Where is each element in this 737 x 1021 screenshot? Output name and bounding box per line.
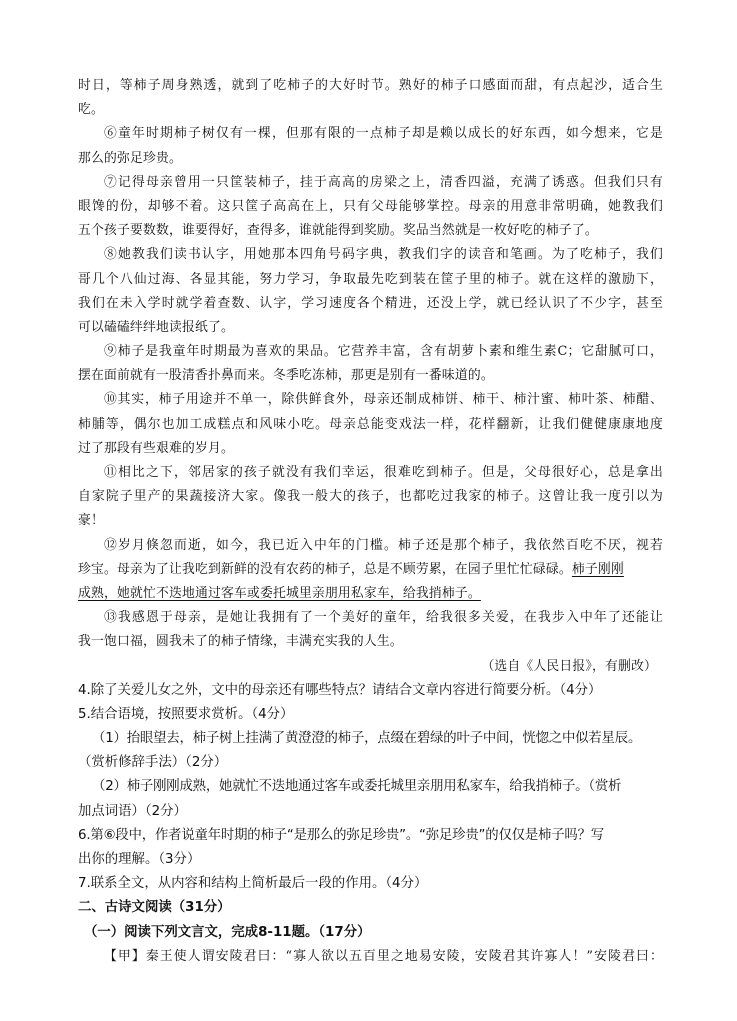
question-6: 6.第⑥段中，作者说童年时期的柿子“是那么的弥足珍贵”。“弥足珍贵”的仅仅是柿子吗？写 [78, 827, 604, 843]
paragraph-12-text: 珍宝。母亲为了让我吃到新鲜的没有农药的柿子，总是不顾劳累，在园子里忙忙碌碌。 [78, 561, 572, 577]
question-5: 5.结合语境，按照要求赏析。（4分） [78, 706, 294, 722]
source-citation: （选自《人民日报》，有删改） [481, 658, 657, 674]
paragraph-10-line: 柿脯等，偶尔也加工成糕点和风味小吃。母亲总能变戏法一样，花样翻新，让我们健健康康地度 [78, 416, 663, 432]
section-heading: 二、古诗文阅读（31分） [78, 900, 231, 916]
paragraph-8-line: ⑧她教我们读书认字，用她那本四角号码字典，教我们字的读音和笔画。为了吃柿子，我们 [104, 247, 663, 263]
paragraph-6-line: 那么的弥足珍贵。 [78, 150, 182, 166]
question-5-part-2: 加点词语）（2分） [78, 803, 187, 819]
text-line: 时日，等柿子周身熟透，就到了吃柿子的大好时节。熟好的柿子口感面而甜，有点起沙，适合生 [78, 78, 663, 93]
paragraph-12-line: ⑫岁月倏忽而逝，如今，我已近入中年的门槛。柿子还是那个柿子，我依然百吃不厌，视若 [104, 537, 663, 553]
question-6: 出你的理解。（3分） [78, 852, 201, 867]
paragraph-7-line: 眼馋的份，却够不着。这只筐子高高在上，只有父母能够掌控。母亲的用意非常明确，她教我们 [78, 198, 663, 214]
paragraph-7-line: ⑦记得母亲曾用一只筐装柿子，挂于高高的房梁之上，清香四溢，充满了诱惑。但我们只有 [104, 174, 663, 190]
paragraph-11-line: ⑪相比之下，邻居家的孩子就没有我们幸运，很难吃到柿子。但是，父母很好心，总是拿出 [104, 465, 663, 480]
paragraph-8-line: 可以磕磕绊绊地读报纸了。 [78, 319, 234, 335]
paragraph-9-line: ⑨柿子是我童年时期最为喜欢的果品。它营养丰富，含有胡萝卜素和维生素C；它甜腻可口， [104, 344, 663, 360]
paragraph-10-line: 过了那段有些艰难的岁月。 [78, 440, 234, 456]
classical-text-line: 【甲】秦王使人谓安陵君曰：“寡人欲以五百里之地易安陵，安陵君其许寡人！”安陵君曰： [104, 948, 663, 964]
paragraph-7-line: 五个孩子要数数，谁要得好，查得多，谁就能得到奖励。奖品当然就是一枚好吃的柿子了。 [78, 223, 598, 239]
question-5-part-1: （赏析修辞手法）（2分） [78, 755, 228, 771]
paragraph-10-line: ⑩其实，柿子用途并不单一，除供鲜食外，母亲还制成柿饼、柿干、柿汁蜜、柿叶茶、柿醋、 [104, 392, 663, 408]
paragraph-6-line: ⑥童年时期柿子树仅有一棵，但那有限的一点柿子却是赖以成长的好东西，如今想来，它是 [104, 126, 663, 142]
question-7: 7.联系全文，从内容和结构上简析最后一段的作用。（4分） [78, 876, 428, 892]
paragraph-9-line: 摆在面前就有一股清香扑鼻而来。冬季吃冻柿，那更是别有一番味道的。 [78, 368, 494, 384]
paragraph-11-line: 自家院子里产的果蔬接济大家。像我一般大的孩子，也都吃过我家的柿子。这曾让我一度引以为 [78, 489, 663, 505]
question-5-part-2: （2）柿子刚刚成熟，她就忙不迭地通过客车或委托城里亲朋用私家车，给我捎柿子。（赏析 [92, 779, 622, 795]
paragraph-11-line: 豪！ [78, 513, 104, 529]
text-line: 吃。 [78, 102, 104, 118]
question-5-part-1: （1）抬眼望去，柿子树上挂满了黄澄澄的柿子，点缀在碧绿的叶子中间，恍惚之中似若星辰。 [92, 731, 642, 747]
underlined-sentence: 成熟，她就忙不迭地通过客车或委托城里亲朋用私家车，给我捎柿子。 [78, 585, 481, 601]
underlined-sentence: 柿子刚刚 [571, 561, 624, 577]
question-4: 4.除了关爱儿女之外，文中的母亲还有哪些特点？请结合文章内容进行简要分析。（4分） [78, 682, 602, 698]
paragraph-13-line: 我一饱口福，圆我未了的柿子情缘，丰满充实我的人生。 [78, 634, 403, 650]
paragraph-12-line [78, 558, 663, 582]
paragraph-12-line [78, 582, 663, 606]
paragraph-13-line: ⑬我感恩于母亲，是她让我拥有了一个美好的童年，给我很多关爱，在我步入中年了还能让 [104, 610, 663, 626]
paragraph-8-line: 哥几个八仙过海、各显其能，努力学习，争取最先吃到装在筐子里的柿子。就在这样的激励下， [78, 271, 663, 287]
paragraph-8-line: 我们在未入学时就学着查数、认字，学习速度各个精进，还没上学，就已经认识了不少字，甚至 [78, 295, 663, 311]
subsection-heading: （一）阅读下列文言文，完成8-11题。（17分） [84, 924, 371, 940]
